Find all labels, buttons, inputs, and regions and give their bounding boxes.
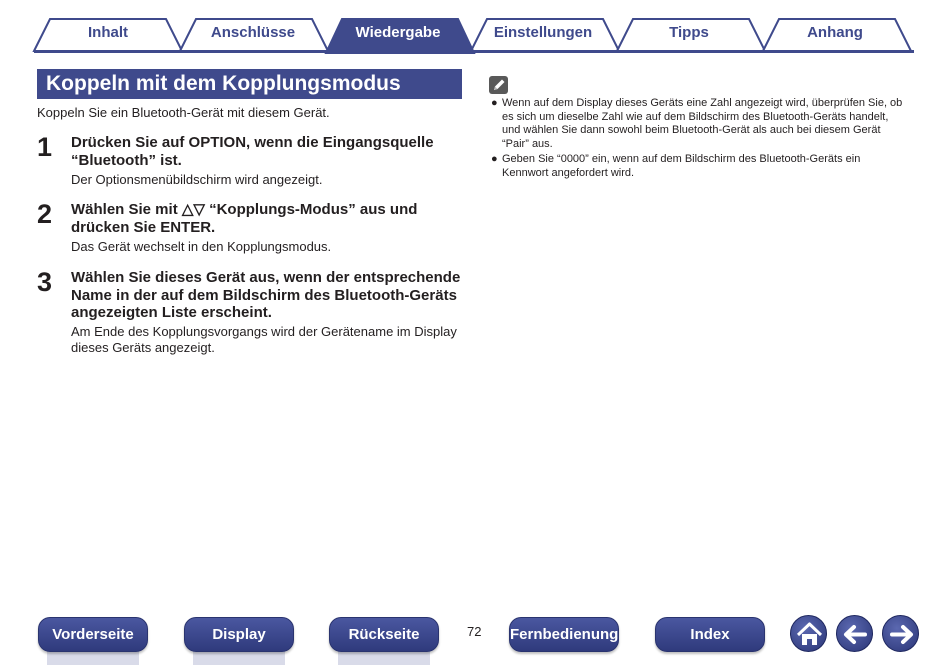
step-heading-line: angezeigten Liste erscheint.	[71, 304, 272, 321]
step-heading-line: Name in der auf dem Bildschirm des Bluetooth-Geräts	[71, 286, 457, 304]
step-3	[37, 267, 462, 362]
bullet-icon: ●	[491, 153, 498, 166]
step-2	[37, 199, 462, 259]
fernbedienung-button[interactable]: Fernbedienung	[509, 617, 619, 652]
nav-shadow	[47, 651, 139, 665]
display-button[interactable]: Display	[184, 617, 294, 652]
note-line: Kennwort angefordert wird.	[502, 166, 635, 179]
step-body-line: Das Gerät wechselt in den Kopplungsmodus.	[71, 239, 332, 254]
step-heading	[71, 269, 471, 322]
step-heading-line: drücken Sie ENTER.	[71, 218, 216, 236]
note-line: Geben Sie “0000” ein, wenn auf dem Bildschirm des Bluetooth-Geräts ein	[502, 153, 861, 166]
step-body	[71, 172, 471, 188]
top-tab-bar	[0, 0, 950, 56]
arrow-left-icon[interactable]	[836, 615, 873, 652]
tab-anhang[interactable]: Anhang	[807, 24, 863, 41]
tab-einstellungen[interactable]: Einstellungen	[493, 24, 593, 41]
rueckseite-button[interactable]: Rückseite	[329, 617, 439, 652]
page-number: 72	[467, 624, 482, 639]
note-line: Wenn auf dem Display dieses Geräts eine Zahl angezeigt wird, überprüfen Sie, ob	[502, 97, 903, 109]
step-body-line: dieses Geräts angezeigt.	[71, 340, 215, 355]
step-heading	[71, 134, 471, 169]
nav-shadow	[193, 651, 285, 665]
step-heading-line: Wählen Sie dieses Gerät aus, wenn der entsprechende	[71, 269, 461, 286]
home-icon[interactable]	[790, 615, 827, 652]
step-body	[71, 239, 471, 255]
nav-shadow	[338, 651, 430, 665]
tab-wiedergabe[interactable]: Wiedergabe	[355, 24, 441, 41]
step-heading-line: “Bluetooth” ist.	[71, 151, 182, 169]
note-item	[489, 97, 914, 151]
section-intro: Koppeln Sie ein Bluetooth-Gerät mit diesem Gerät.	[37, 105, 330, 120]
tab-inhalt[interactable]: Inhalt	[88, 24, 128, 41]
step-number: 1	[37, 132, 53, 162]
bullet-icon: ●	[491, 97, 498, 109]
vorderseite-button[interactable]: Vorderseite	[38, 617, 148, 652]
note-list	[489, 97, 914, 183]
step-heading-line: Drücken Sie auf OPTION, wenn die Eingangsquelle	[71, 134, 434, 151]
arrow-right-icon[interactable]	[882, 615, 919, 652]
tab-anschluesse[interactable]: Anschlüsse	[210, 24, 296, 41]
note-line: und wählen Sie dann sowohl beim Bluetooth-Gerät als auch bei diesem Gerät	[502, 124, 881, 137]
step-1	[37, 132, 462, 192]
step-heading-line: Wählen Sie mit △▽ “Kopplungs-Modus” aus und	[71, 201, 418, 218]
note-line: es sich um dieselbe Zahl wie auf dem Bildschirm des Bluetooth-Geräts handelt,	[502, 110, 889, 123]
step-number: 2	[37, 199, 53, 229]
index-button[interactable]: Index	[655, 617, 765, 652]
step-number: 3	[37, 267, 53, 297]
pencil-icon	[489, 76, 508, 94]
note-item	[489, 153, 914, 180]
step-body	[71, 324, 471, 356]
note-line: “Pair” aus.	[502, 137, 553, 150]
step-heading	[71, 201, 471, 236]
step-body-line: Der Optionsmenübildschirm wird angezeigt.	[71, 172, 323, 187]
section-title: Koppeln mit dem Kopplungsmodus	[37, 69, 462, 99]
tab-baseline	[34, 50, 914, 53]
tab-tipps[interactable]: Tipps	[669, 24, 709, 41]
step-body-line: Am Ende des Kopplungsvorgangs wird der Gerätename im Display	[71, 324, 457, 339]
